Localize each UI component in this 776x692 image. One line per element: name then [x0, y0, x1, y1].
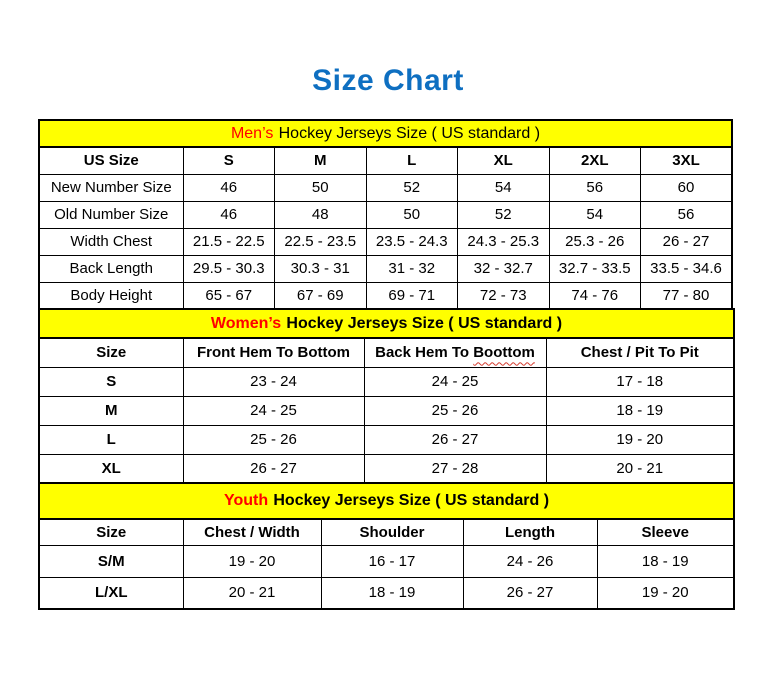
- table-cell: 56: [641, 201, 733, 228]
- table-cell: 32.7 - 33.5: [549, 255, 641, 282]
- table-cell: 54: [549, 201, 641, 228]
- table-cell: 18 - 19: [321, 577, 463, 609]
- row-label: Back Length: [39, 255, 183, 282]
- mens-col-header: M: [275, 147, 367, 174]
- youth-col-header: Shoulder: [321, 519, 463, 545]
- mens-col-header: 3XL: [641, 147, 733, 174]
- table-cell: 26 - 27: [463, 577, 597, 609]
- row-label: L: [39, 425, 183, 454]
- mens-section-rest: Hockey Jerseys Size ( US standard ): [278, 124, 541, 142]
- table-row: [39, 545, 734, 577]
- table-cell: 27 - 28: [364, 454, 546, 483]
- womens-col-header: [364, 338, 546, 367]
- table-cell: 26 - 27: [364, 425, 546, 454]
- table-row: [39, 201, 732, 228]
- row-label: S: [39, 367, 183, 396]
- youth-section-header: [39, 483, 734, 519]
- back-hem-typo-word: Boottom: [473, 344, 535, 362]
- row-label: L/XL: [39, 577, 183, 609]
- row-label: M: [39, 396, 183, 425]
- table-cell: 74 - 76: [549, 282, 641, 309]
- table-cell: 32 - 32.7: [458, 255, 550, 282]
- table-cell: 77 - 80: [641, 282, 733, 309]
- womens-section-highlight: Women’s: [210, 314, 282, 332]
- womens-header-row: [39, 338, 734, 367]
- table-cell: 52: [366, 174, 458, 201]
- table-cell: 22.5 - 23.5: [275, 228, 367, 255]
- table-cell: 23 - 24: [183, 367, 364, 396]
- back-hem-label: Back Hem To: [375, 344, 470, 362]
- table-cell: 67 - 69: [275, 282, 367, 309]
- youth-col-header: Size: [39, 519, 183, 545]
- page-title: Size Chart: [312, 64, 464, 97]
- table-cell: 25.3 - 26: [549, 228, 641, 255]
- mens-col-header: XL: [458, 147, 550, 174]
- table-cell: 46: [183, 174, 275, 201]
- mens-header-row: [39, 147, 732, 174]
- table-cell: 33.5 - 34.6: [641, 255, 733, 282]
- table-row: [39, 228, 732, 255]
- table-cell: 29.5 - 30.3: [183, 255, 275, 282]
- table-row: [39, 174, 732, 201]
- youth-section-highlight: Youth: [223, 492, 269, 509]
- table-row: [39, 282, 732, 309]
- womens-section-rest: Hockey Jerseys Size ( US standard ): [286, 314, 563, 332]
- table-cell: 65 - 67: [183, 282, 275, 309]
- womens-col-header: Size: [39, 338, 183, 367]
- table-cell: 24 - 26: [463, 545, 597, 577]
- table-cell: 19 - 20: [546, 425, 734, 454]
- youth-col-header: Chest / Width: [183, 519, 321, 545]
- womens-section-title: [39, 309, 734, 338]
- table-cell: 23.5 - 24.3: [366, 228, 458, 255]
- table-cell: 26 - 27: [641, 228, 733, 255]
- mens-size-table: [38, 119, 733, 310]
- table-row: [39, 425, 734, 454]
- youth-section-rest: Hockey Jerseys Size ( US standard ): [273, 492, 550, 509]
- mens-col-header: 2XL: [549, 147, 641, 174]
- table-cell: 17 - 18: [546, 367, 734, 396]
- youth-col-header: Length: [463, 519, 597, 545]
- row-label: Width Chest: [39, 228, 183, 255]
- table-cell: 46: [183, 201, 275, 228]
- size-chart-sheet: [38, 119, 733, 610]
- row-label: Old Number Size: [39, 201, 183, 228]
- mens-section-highlight: Men’s: [230, 124, 274, 142]
- row-label: Body Height: [39, 282, 183, 309]
- table-cell: 25 - 26: [183, 425, 364, 454]
- table-row: [39, 367, 734, 396]
- row-label: XL: [39, 454, 183, 483]
- table-cell: 18 - 19: [546, 396, 734, 425]
- youth-section-title: [39, 483, 734, 519]
- mens-col-header: S: [183, 147, 275, 174]
- mens-section-title: [39, 120, 732, 147]
- table-row: [39, 577, 734, 609]
- table-cell: 72 - 73: [458, 282, 550, 309]
- table-cell: 24.3 - 25.3: [458, 228, 550, 255]
- table-cell: 20 - 21: [183, 577, 321, 609]
- table-cell: 20 - 21: [546, 454, 734, 483]
- youth-header-row: [39, 519, 734, 545]
- youth-col-header: Sleeve: [597, 519, 734, 545]
- table-cell: 16 - 17: [321, 545, 463, 577]
- table-cell: 26 - 27: [183, 454, 364, 483]
- table-cell: 31 - 32: [366, 255, 458, 282]
- mens-col-header: L: [366, 147, 458, 174]
- womens-size-table: [38, 308, 735, 484]
- table-row: [39, 396, 734, 425]
- table-cell: 50: [275, 174, 367, 201]
- row-label: New Number Size: [39, 174, 183, 201]
- mens-section-header: [39, 120, 732, 147]
- table-cell: 50: [366, 201, 458, 228]
- table-cell: 18 - 19: [597, 545, 734, 577]
- table-cell: 21.5 - 22.5: [183, 228, 275, 255]
- table-cell: 25 - 26: [364, 396, 546, 425]
- table-cell: 24 - 25: [364, 367, 546, 396]
- table-cell: 30.3 - 31: [275, 255, 367, 282]
- table-cell: 54: [458, 174, 550, 201]
- table-cell: 24 - 25: [183, 396, 364, 425]
- table-cell: 52: [458, 201, 550, 228]
- mens-col-header: US Size: [39, 147, 183, 174]
- table-cell: 69 - 71: [366, 282, 458, 309]
- table-cell: 56: [549, 174, 641, 201]
- table-cell: 48: [275, 201, 367, 228]
- womens-section-header: [39, 309, 734, 338]
- womens-col-header: Chest / Pit To Pit: [546, 338, 734, 367]
- row-label: S/M: [39, 545, 183, 577]
- youth-size-table: [38, 482, 735, 610]
- table-row: [39, 454, 734, 483]
- table-cell: 19 - 20: [597, 577, 734, 609]
- table-row: [39, 255, 732, 282]
- table-cell: 19 - 20: [183, 545, 321, 577]
- table-cell: 60: [641, 174, 733, 201]
- womens-col-header: Front Hem To Bottom: [183, 338, 364, 367]
